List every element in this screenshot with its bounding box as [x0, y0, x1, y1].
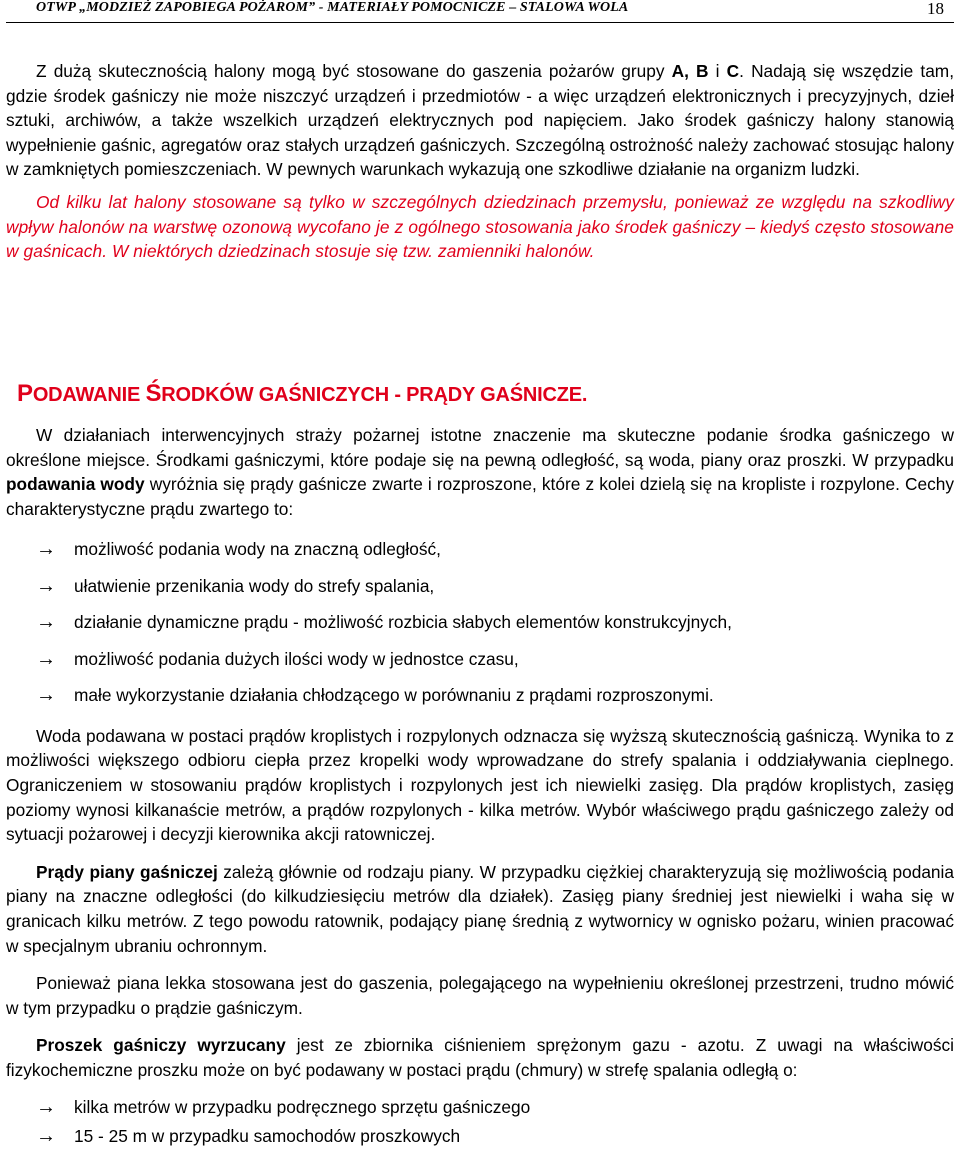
list-item-text: ułatwienie przenikania wody do strefy spalania,: [74, 575, 435, 596]
paragraph-light-foam: Ponieważ piana lekka stosowana jest do gaszenia, polegającego na wypełnieniu określonej przestrzeni, trudno mówić w tym przypadku o prądzie gaśniczym.: [6, 973, 954, 1018]
list-item: [6, 1122, 954, 1151]
paragraph-halony-warning: Od kilku lat halony stosowane są tylko w szczególnych dziedzinach przemysłu, ponieważ ze względu na szkodliwy wpływ halonów na warstwę ozonową wycofano je z ogólnego stosowania jako środek gaśniczy – kiedyś często stosowane w gaśnicach. W niektórych dziedzinach stosuje się tzw. zamienniki halonów.: [6, 191, 954, 262]
paragraph-halony: [6, 59, 954, 182]
text-run: zależą głównie od rodzaju piany. W przypadku ciężkiej charakteryzują się możliwością podania piany na znaczne odległości (do kilkudziesięciu metrów dla działek). Zasięg piany średniej jest niewielki i waha się w granicach kilku metrów. Z tego powodu ratownik, podający pianę średnią z wytwornicy w ognisko pożaru, winien pracować w specjalnym ubraniu ochronnym.: [6, 861, 954, 956]
list-item-text: 15 - 25 m w przypadku samochodów proszkowych: [74, 1125, 461, 1146]
list-item-text: możliwość podania dużych ilości wody w jednostce czasu,: [74, 648, 519, 669]
text-run: jest ze zbiornika ciśnieniem sprężonym gazu - azotu. Z uwagi na właściwości fizykochemiczne proszku może on być podawany w postaci prądu (chmury) w strefę spalania odległą o:: [6, 1035, 954, 1080]
heading-initial-s: Ś: [145, 380, 162, 407]
arrow-icon: →: [36, 574, 56, 597]
fire-group-c: C: [726, 61, 740, 81]
page-number: 18: [927, 0, 944, 18]
list-item: [6, 568, 954, 605]
paragraph-powder: [6, 1033, 954, 1082]
content-section: [6, 423, 954, 1151]
text-run: wyróżnia się prądy gaśnicze zwarte i rozproszone, które z kolei dzielą się na kropliste i rozpylone. Cechy charakterystyczne prądu zwartego to:: [6, 474, 954, 519]
list-item: [6, 531, 954, 568]
section-heading: [17, 380, 587, 408]
arrow-icon: →: [36, 647, 56, 670]
list-item: [6, 641, 954, 678]
bold-term: Prądy piany gaśniczej: [36, 861, 218, 882]
heading-text: RODKÓW GAŚNICZYCH - PRĄDY GAŚNICZE.: [161, 384, 588, 406]
heading-text: ODAWANIE: [32, 384, 146, 406]
heading-initial: P: [17, 380, 33, 407]
list-item-text: kilka metrów w przypadku podręcznego sprzętu gaśniczego: [74, 1096, 531, 1117]
list-item: [6, 677, 954, 714]
paragraph-dispersed-streams: Woda podawana w postaci prądów kroplistych i rozpylonych odznacza się wyższą skutecznością gaśniczą. Wynika to z możliwości większego odbioru ciepła przez kropelki wody wprowadzane do strefy spalania i oddziaływania cieplnego. Ograniczeniem w stosowaniu prądów kroplistych i rozpylonych jest ich niewielki zasięg. Dla prądów kroplistych, zasięg poziomy wynosi kilkanaście metrów, a prądów rozpylonych - kilka metrów. Wybór właściwego prądu gaśniczego zależy od sytuacji pożarowej i decyzji kierownika akcji ratowniczej.: [6, 725, 954, 845]
arrow-icon: →: [36, 611, 56, 634]
text-run: W działaniach interwencyjnych straży pożarnej istotne znaczenie ma skuteczne podanie środka gaśniczego w określone miejsce. Środkami gaśniczymi, które podaje się na pewną odległość, są woda, piany oraz proszki. W przypadku: [6, 425, 954, 470]
intro-section: [6, 59, 954, 264]
page-header: [6, 0, 954, 23]
text-run: . Nadają się wszędzie tam, gdzie środek gaśniczy nie może niszczyć urządzeń i przedmiotów - a więc urządzeń elektronicznych i precyzyjnych, dzieł sztuki, archiwów, a także wszelkich urządzeń elektrycznych pod napięciem. Jako środek gaśniczy halony stanowią wypełnienie gaśnic, agregatów oraz stałych urządzeń gaśniczych. Szczególną ostrożność należy zachować stosując halony w zamkniętych pomieszczeniach. W pewnych warunkach wykazują one szkodliwe działanie na organizm ludzki.: [6, 61, 955, 180]
list-item: [6, 1093, 954, 1122]
paragraph-water: [6, 423, 954, 521]
bold-term: Proszek gaśniczy wyrzucany: [36, 1035, 286, 1056]
text-run: Z dużą skutecznością halony mogą być stosowane do gaszenia pożarów grupy: [36, 61, 672, 81]
arrow-icon: →: [36, 684, 56, 707]
arrow-icon: →: [36, 1095, 56, 1118]
list-item-text: działanie dynamiczne prądu - możliwość rozbicia słabych elementów konstrukcyjnych,: [74, 612, 732, 633]
compact-stream-features-list: [6, 531, 954, 714]
fire-groups: A, B: [671, 61, 709, 81]
bold-term: podawania wody: [6, 474, 145, 495]
powder-range-list: [6, 1093, 954, 1151]
list-item: [6, 604, 954, 641]
arrow-icon: →: [36, 1124, 56, 1147]
paragraph-foam: [6, 860, 954, 958]
arrow-icon: →: [36, 538, 56, 561]
list-item-text: małe wykorzystanie działania chłodzącego w porównaniu z prądami rozproszonymi.: [74, 685, 714, 706]
list-item-text: możliwość podania wody na znaczną odległość,: [74, 539, 441, 560]
text-run: i: [708, 61, 727, 81]
running-title: OTWP „MODZIEŻ ZAPOBIEGA POŻAROM” - MATERIAŁY POMOCNICZE – STALOWA WOLA: [36, 0, 629, 15]
